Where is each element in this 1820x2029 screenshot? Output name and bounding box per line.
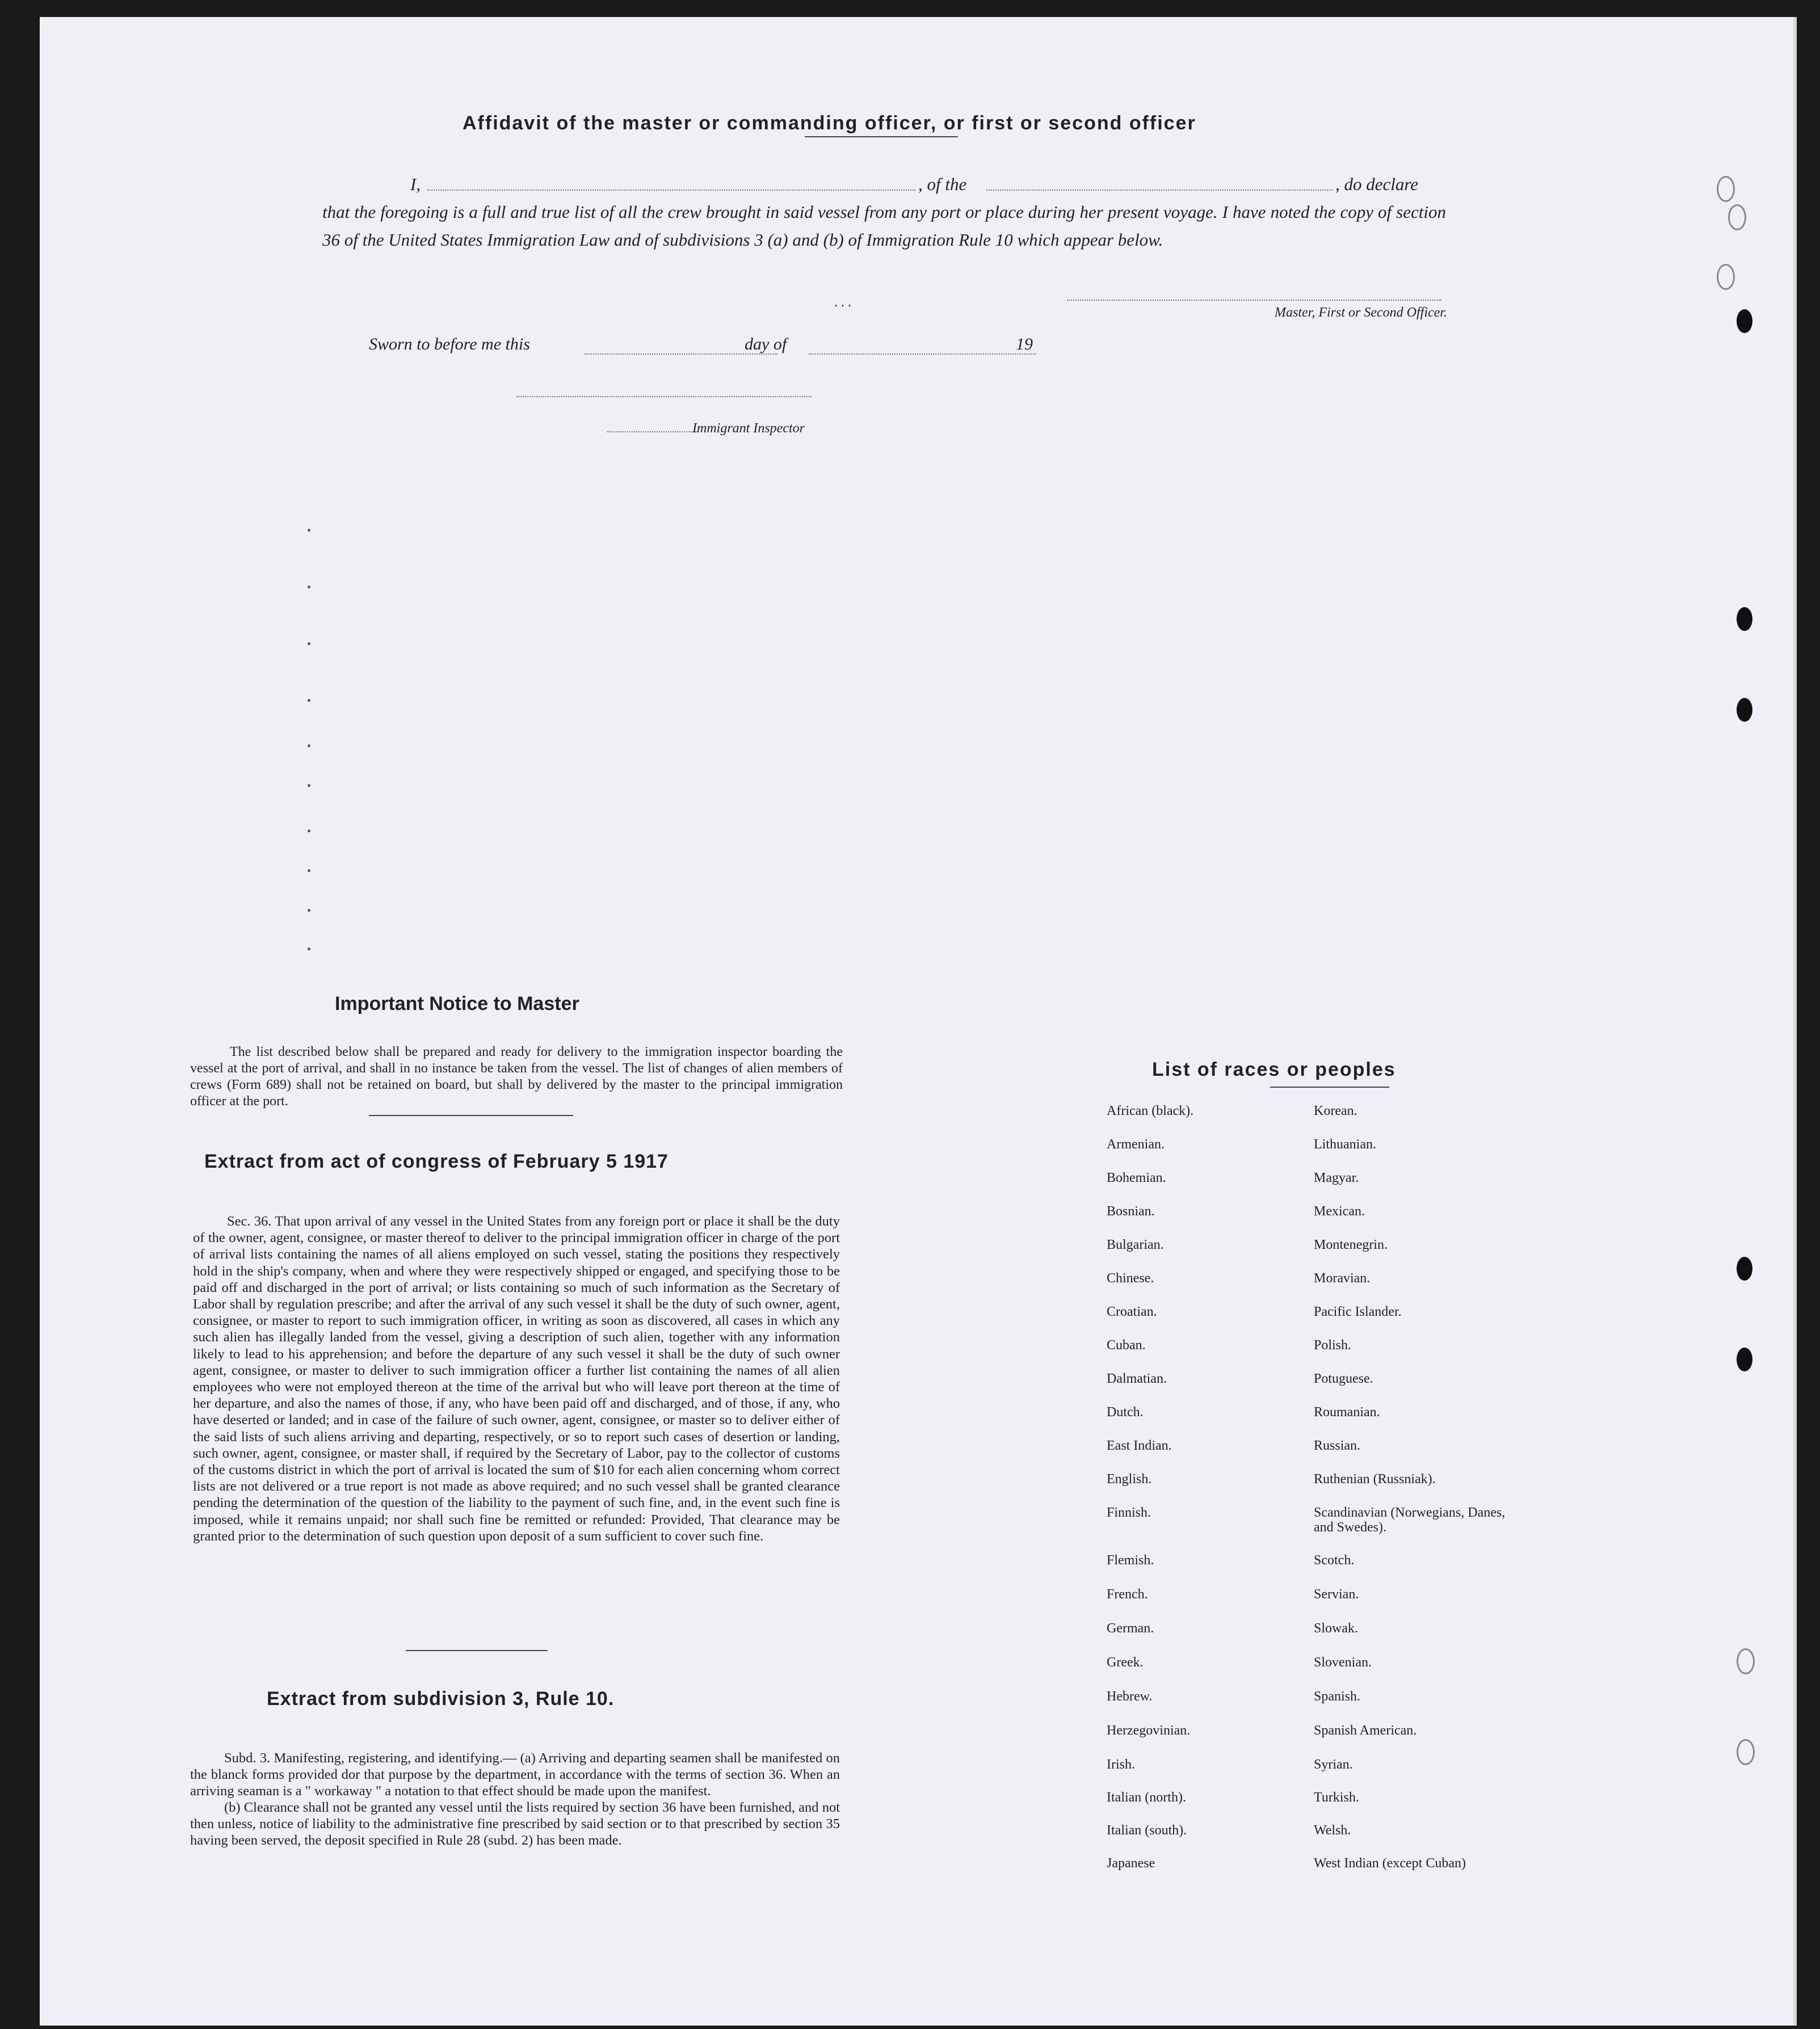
race-item: Bosnian.	[1107, 1204, 1155, 1219]
extract-divider	[406, 1650, 548, 1651]
margin-dot	[308, 830, 310, 832]
day-of-label: day of	[745, 335, 787, 353]
race-item: Potuguese.	[1314, 1371, 1373, 1386]
inspector-label: Immigrant Inspector	[692, 421, 805, 436]
margin-dot	[308, 869, 310, 872]
extract-rule-title: Extract from subdivision 3, Rule 10.	[267, 1688, 615, 1710]
punch-hole-icon	[1737, 1648, 1755, 1674]
race-item: Roumanian.	[1314, 1405, 1380, 1420]
margin-dot	[308, 948, 310, 950]
punch-hole-icon	[1728, 204, 1746, 230]
name-line	[427, 190, 915, 191]
margin-dot	[308, 699, 310, 702]
race-item: Flemish.	[1107, 1553, 1154, 1568]
race-item: Pacific Islander.	[1314, 1304, 1402, 1319]
race-item: African (black).	[1107, 1104, 1194, 1118]
race-item: Lithuanian.	[1314, 1137, 1376, 1152]
race-item: Servian.	[1314, 1587, 1359, 1602]
punch-hole-icon	[1737, 1257, 1752, 1281]
race-item: Polish.	[1314, 1338, 1352, 1353]
race-item: Slowak.	[1314, 1621, 1358, 1636]
margin-dot	[308, 642, 310, 645]
document-page	[40, 17, 1797, 2026]
sworn-label: Sworn to before me this	[369, 335, 530, 353]
race-item: Spanish American.	[1314, 1723, 1417, 1738]
subd3-para-a: Subd. 3. Manifesting, registering, and identifying.— (a) Arriving and departing seamen shall be manifested on the blanck forms provided dor that purpose by the department, in accordance with the terms of section 36. When an arriving seaman is a " workaway " a notation to that effect should be made upon the manifest.	[190, 1750, 840, 1799]
margin-dot	[308, 586, 310, 588]
race-item: German.	[1107, 1621, 1154, 1636]
punch-hole-icon	[1737, 698, 1752, 722]
race-item: Italian (north).	[1107, 1790, 1186, 1805]
notice-title: Important Notice to Master	[335, 993, 579, 1014]
extract-rule-body	[190, 1750, 840, 1849]
punch-hole-icon	[1717, 176, 1735, 202]
extract-act-title: Extract from act of congress of February 5 1917	[204, 1151, 669, 1172]
race-item: Italian (south).	[1107, 1823, 1187, 1838]
race-item: Greek.	[1107, 1655, 1144, 1670]
race-item: Scotch.	[1314, 1553, 1355, 1568]
race-item: French.	[1107, 1587, 1148, 1602]
inspector-signature-line	[516, 396, 812, 397]
margin-dot	[308, 744, 310, 747]
signature-line	[1067, 300, 1441, 301]
of-the-label: , of the	[918, 174, 967, 194]
margin-dot	[308, 784, 310, 787]
punch-hole-icon	[1737, 1348, 1752, 1371]
race-item: Cuban.	[1107, 1338, 1146, 1353]
race-item: Syrian.	[1314, 1757, 1353, 1772]
race-item: Chinese.	[1107, 1271, 1154, 1286]
notice-divider	[369, 1115, 573, 1116]
race-item: Welsh.	[1314, 1823, 1351, 1838]
race-item: Turkish.	[1314, 1790, 1359, 1805]
race-item: Ruthenian (Russniak).	[1314, 1472, 1436, 1487]
races-underline	[1270, 1087, 1389, 1088]
race-item: Montenegrin.	[1314, 1237, 1388, 1252]
race-item: Irish.	[1107, 1757, 1135, 1772]
year-label: 19	[1016, 335, 1033, 353]
margin-dot	[308, 909, 310, 912]
race-item: Hebrew.	[1107, 1689, 1153, 1704]
race-item: Magyar.	[1314, 1171, 1359, 1185]
signature-label: Master, First or Second Officer.	[1275, 305, 1447, 320]
race-item: Korean.	[1314, 1104, 1357, 1118]
race-item: Bohemian.	[1107, 1171, 1166, 1185]
race-item: Dutch.	[1107, 1405, 1144, 1420]
affidavit-title: Affidavit of the master or commanding officer, or first or second officer	[463, 112, 1196, 134]
margin-dot	[308, 529, 310, 532]
punch-hole-icon	[1737, 1739, 1755, 1765]
race-item: Russian.	[1314, 1438, 1361, 1453]
punch-hole-icon	[1717, 264, 1735, 290]
i-label: I,	[410, 174, 421, 194]
title-underline	[805, 136, 958, 137]
extract-act-body: Sec. 36. That upon arrival of any vessel in the United States from any foreign port or place it shall be the duty of the owner, agent, consignee, or master thereof to deliver to the principal immigration officer in charge of the port of arrival lists containing the names of all aliens employed on such vessel, stating the positions they respectively hold in the ship's company, when and where they were respectively shipped or engaged, and specifying those to be paid off and discharged in the port of arrival; or lists containing so much of such information as the Secretary of Labor shall by regulation prescribe; and after the arrival of any such vessel it shall be the duty of such owner, agent, consignee, or master to report to such immigration officer, in writing as soon as discovered, all cases in which any such alien has illegally landed from the vessel, giving a description of such alien, together with any information likely to lead to his apprehension; and before the departure of any such vessel it shall be the duty of such owner agent, consignee, or master to deliver to such immigration officer a further list containing the names of all alien employees who were not employed thereon at the time of the arrival but who will leave port thereon at the time of her departure, and also the names of those, if any, who have been paid off and discharged, and of those, if any, who have deserted or landed; and in case of the failure of such owner, agent, consignee, or master so to deliver either of the said lists of such aliens arriving and departing, respectively, or so to report such cases of desertion or landing, such owner, agent, consignee, or master shall, if required by the Secretary of Labor, pay to the collector of customs of the customs district in which the port of arrival is located the sum of $10 for each alien concerning whom correct lists are not delivered or a true report is not made as above required; and no such vessel shall be granted clearance pending the determination of the question of the liability to the payment of such fine, and, in the event such fine is imposed, while it remains unpaid; nor shall such fine be remitted or refunded: Provided, That clearance may be granted prior to the determination of such question upon deposit of a sum sufficient to cover such fine.	[193, 1214, 840, 1544]
race-item: Japanese	[1107, 1856, 1155, 1871]
ellipsis-mark: . . .	[834, 295, 851, 310]
race-item: Dalmatian.	[1107, 1371, 1167, 1386]
punch-hole-icon	[1737, 607, 1752, 631]
affidavit-body: that the foregoing is a full and true list of all the crew brought in said vessel from any port or place during her present voyage. I have noted the copy of section 36 of the United States Immigration Law and of subdivisions 3 (a) and (b) of Immigration Rule 10 which appear below.	[322, 202, 1446, 250]
race-item: Finnish.	[1107, 1505, 1151, 1520]
race-item: Herzegovinian.	[1107, 1723, 1191, 1738]
race-item: Slovenian.	[1314, 1655, 1372, 1670]
races-title: List of races or peoples	[1152, 1059, 1396, 1080]
affidavit-statement	[322, 170, 1446, 254]
race-item: Armenian.	[1107, 1137, 1165, 1152]
race-item: East Indian.	[1107, 1438, 1172, 1453]
race-item: English.	[1107, 1472, 1152, 1487]
race-item: Bulgarian.	[1107, 1237, 1164, 1252]
race-item: West Indian (except Cuban)	[1314, 1856, 1466, 1871]
race-item: Spanish.	[1314, 1689, 1361, 1704]
do-declare-label: , do declare	[1335, 174, 1419, 194]
punch-hole-icon	[1737, 309, 1752, 333]
month-line	[809, 353, 1036, 355]
race-item: Mexican.	[1314, 1204, 1365, 1219]
notice-body: The list described below shall be prepared and ready for delivery to the immigration inspector boarding the vessel at the port of arrival, and shall in no instance be taken from the vessel. The list of changes of alien members of crews (Form 689) shall not be retained on board, but shall by delivered by the master to the principal immigration officer at the port.	[190, 1045, 843, 1109]
race-item: Croatian.	[1107, 1304, 1157, 1319]
race-item: Scandinavian (Norwegians, Danes, and Swedes).	[1314, 1505, 1506, 1535]
race-item: Moravian.	[1314, 1271, 1371, 1286]
subd3-para-b: (b) Clearance shall not be granted any vessel until the lists required by section 36 have been furnished, and not then unless, notice of liability to the administrative fine prescribed by said section or to that prescribed by section 35 having been served, the deposit specified in Rule 28 (subd. 2) has been made.	[190, 1800, 840, 1848]
vessel-line	[986, 190, 1333, 191]
inspector-short-line	[607, 431, 698, 432]
